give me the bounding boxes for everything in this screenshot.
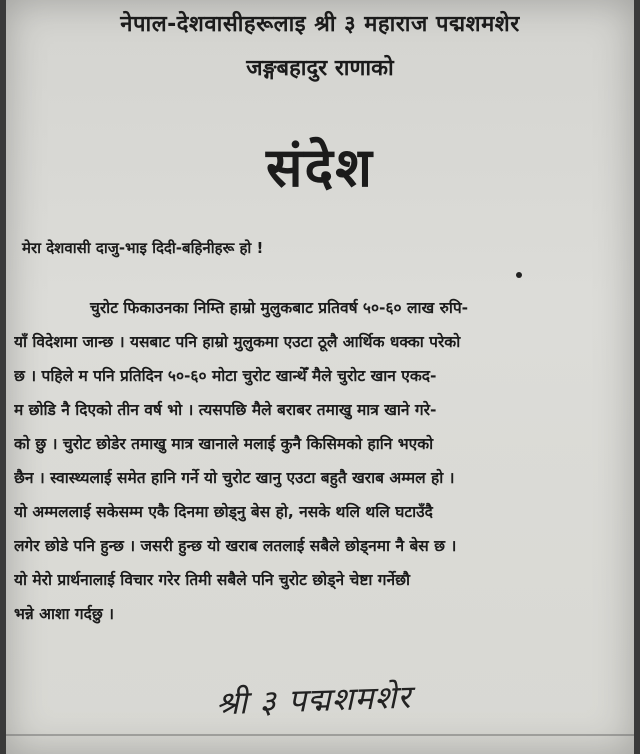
body-line: चुरोट फिकाउनका निम्ति हाम्रो मुलुकबाट प्रतिवर्ष ५०-६० लाख रुपि- [90, 299, 469, 317]
body-line: लगेर छोडे पनि हुन्छ । जसरी हुन्छ यो खराब लतलाई सबैले छोड्नमा नै बेस छ । [14, 537, 457, 555]
salutation: मेरा देशवासी दाजु-भाइ दिदी-बहिनीहरू हो ! [22, 239, 264, 257]
body-line: यो अम्मललाई सकेसम्म एकै दिनमा छोड्नु बेस हो, नसके थलि थलि घटाउँदै [14, 503, 433, 521]
body-line: यो मेरो प्रार्थनालाई विचार गरेर तिमी सबैले पनि चुरोट छोड्ने चेष्टा गर्नेछौ [14, 571, 411, 589]
body-line: को छु । चुरोट छोडेर तमाखु मात्र खानाले मलाई कुनै किसिमको हानि भएको [14, 435, 434, 453]
header-line-1: नेपाल-देशवासीहरूलाइ श्री ३ महाराज पद्मशमशेर [120, 12, 520, 37]
ink-dot [516, 272, 522, 278]
message-body [14, 296, 626, 636]
body-line: छ । पहिले म पनि प्रतिदिन ५०-६० मोटा चुरोट खान्थेँ मैले चुरोट खान एकद- [14, 367, 437, 385]
page-title: संदेश [266, 136, 374, 199]
newspaper-page [6, 0, 634, 754]
body-line: म छोडि नै दिएको तीन वर्ष भो । त्यसपछि मैले बराबर तमाखु मात्र खाने गरे- [14, 401, 437, 419]
bottom-rule [6, 734, 634, 736]
body-line: याँ विदेशमा जान्छ । यसबाट पनि हाम्रो मुलुकमा एउटा ठूलै आर्थिक धक्का परेको [14, 333, 461, 351]
body-line: भन्ने आशा गर्दछु । [14, 605, 115, 623]
signature: श्री ३ पद्मशमशेर [215, 677, 412, 723]
header-line-2: जङ्गबहादुर राणाको [246, 56, 394, 81]
body-line: छैन । स्वास्थ्यलाई समेत हानि गर्ने यो चुरोट खानु एउटा बहुतै खराब अम्मल हो । [14, 469, 455, 487]
